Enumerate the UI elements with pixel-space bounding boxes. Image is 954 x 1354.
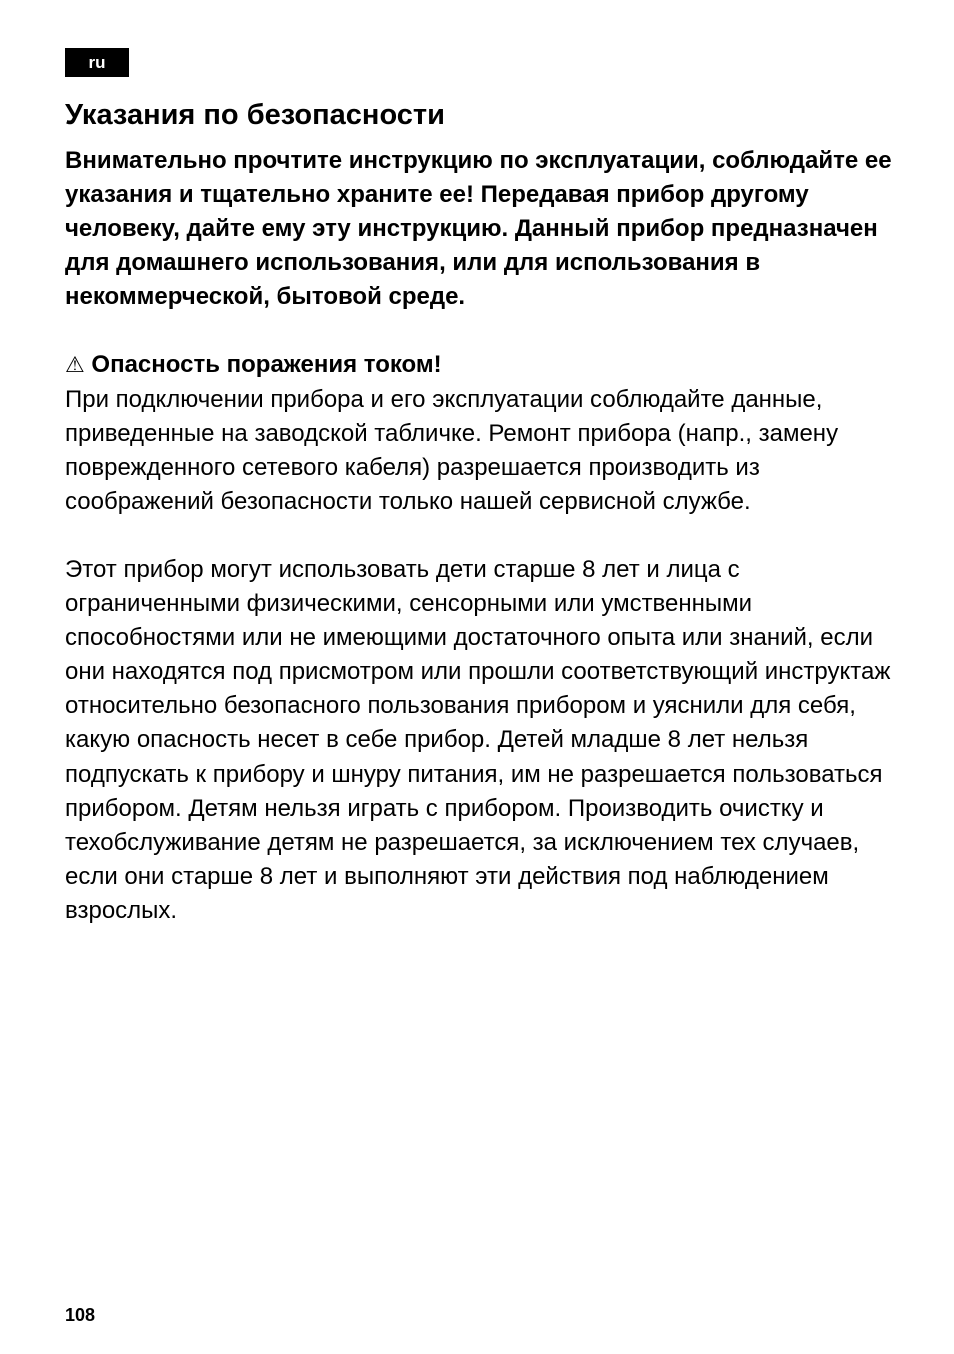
warning-triangle-icon: ⚠ [65,352,85,378]
warning-heading-text: Опасность поражения током! [91,351,442,379]
language-badge: ru [65,48,129,77]
warning-heading [65,348,895,382]
children-safety-paragraph: Этот прибор могут использовать дети старше 8 лет и лица с ограниченными физическими, сенсорными или умственными способностями или не имеющими достаточного опыта или знаний, если они находятся под присмотром или прошли соответствующий инструктаж относительно безопасного пользования прибором и уяснили для себя, какую опасность несет в себе прибор. Детей младше 8 лет нельзя подпускать к прибору и шнуру питания, им не разрешается пользоваться прибором. Детям нельзя играть с прибором. Производить очистку и техобслуживание детям не разрешается, за исключением тех случаев, если они старше 8 лет и выполняют эти действия под наблюдением взрослых. [65,555,891,924]
page-number: 108 [65,1305,96,1325]
page-title: Указания по безопасности [65,99,445,131]
intro-paragraph: Внимательно прочтите инструкцию по эксплуатации, соблюдайте ее указания и тщательно храните ее! Передавая прибор другому человеку, дайте ему эту инструкцию. Данный прибор предназначен для домашнего использования, или для использования в некоммерческой, бытовой среде. [65,147,892,311]
warning-text: При подключении прибора и его эксплуатации соблюдайте данные, приведенные на заводской табличке. Ремонт прибора (напр., замену поврежденного сетевого кабеля) разрешается производить из соображений безопасности только нашей сервисной службе. [65,385,839,515]
electric-shock-warning [65,348,895,518]
page-content [65,96,895,928]
